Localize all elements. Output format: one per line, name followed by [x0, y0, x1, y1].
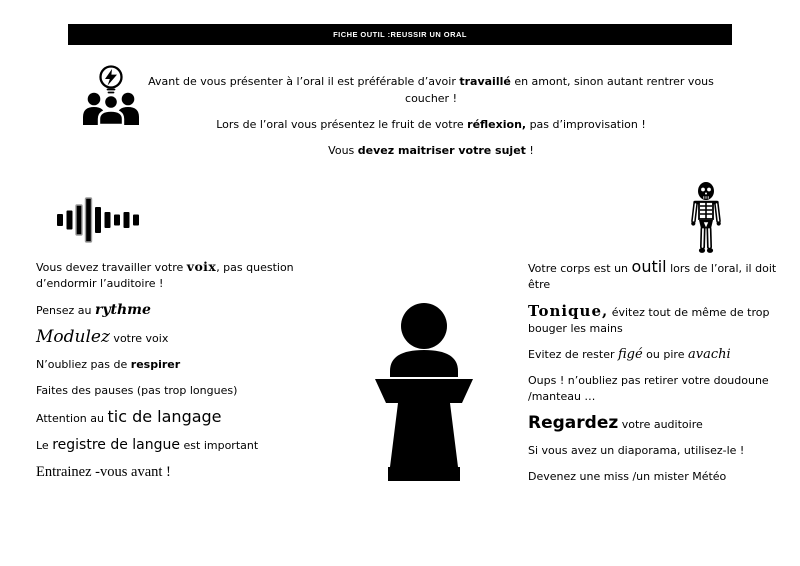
text-segment: est important — [180, 439, 259, 452]
text-segment: Si vous avez un diaporama, utilisez-le ! — [528, 444, 745, 457]
text-segment: lors de l’oral, il doit être — [528, 262, 777, 291]
text-segment: Attention au — [36, 412, 108, 425]
text-segment: Faites des pauses (pas trop longues) — [36, 384, 238, 397]
emphasis-registre-de-langue: registre de langue — [52, 437, 181, 453]
tip-body-1 — [528, 259, 796, 293]
text-segment: ou pire — [642, 348, 688, 361]
text-segment: Le — [36, 439, 53, 452]
emphasis-modulez: Modulez — [36, 327, 110, 347]
emphasis-respirer: respirer — [130, 358, 181, 371]
emphasis-voix: voix — [186, 259, 217, 274]
intro-paragraph-3 — [145, 142, 717, 159]
text-segment: Vous — [328, 144, 358, 157]
tip-body-2 — [528, 303, 796, 337]
intro-paragraph-2 — [145, 116, 717, 133]
tip-voice-2 — [36, 302, 310, 319]
emphasis-tonique: Tonique, — [528, 302, 609, 320]
emphasis-tic-de-langage: tic de langage — [107, 407, 222, 426]
emphasis-rythme: rythme — [94, 302, 151, 318]
emphasis-outil: outil — [631, 257, 667, 276]
text-segment: Pensez au — [36, 304, 95, 317]
tip-body-5 — [528, 415, 796, 433]
text-segment: pas d’improvisation ! — [526, 118, 646, 131]
text-segment: N’oubliez pas de — [36, 358, 131, 371]
skeleton-icon-svg — [682, 181, 730, 255]
sound-wave-icon — [57, 196, 141, 244]
text-segment: Vous devez travailler votre — [36, 261, 187, 274]
tip-body-4 — [528, 373, 796, 405]
intro-paragraph-1 — [145, 73, 717, 107]
text-segment: Devenez une miss /un mister Météo — [528, 470, 727, 483]
sound-wave-icon-svg — [57, 196, 141, 244]
tip-voice-7 — [36, 437, 310, 454]
tip-body-6 — [528, 443, 796, 459]
tip-voice-3 — [36, 329, 310, 347]
text-segment: votre voix — [109, 332, 169, 345]
title-banner — [68, 24, 732, 45]
text-segment: Oups ! n’oubliez pas retirer votre doudoune /manteau … — [528, 374, 769, 403]
tip-body-3 — [528, 347, 796, 363]
tip-body-7 — [528, 469, 796, 485]
tip-voice-5 — [36, 383, 310, 399]
speaker-podium-icon-svg — [374, 299, 488, 483]
voice-tips-column — [36, 259, 310, 491]
page-title: FICHE OUTIL :REUSSIR UN ORAL — [333, 30, 467, 39]
text-segment: , pas question d’endormir l’auditoire ! — [36, 261, 294, 290]
skeleton-icon — [682, 181, 730, 255]
emphasis-avachi: avachi — [687, 347, 731, 362]
tip-voice-8 — [36, 464, 310, 481]
speaker-podium-icon — [374, 299, 488, 483]
text-segment: Votre corps est un — [528, 262, 632, 275]
text-segment: ! — [525, 144, 534, 157]
emphasis-fige: figé — [618, 347, 643, 362]
text-segment: en amont, sinon autant rentrer vous coucher ! — [405, 75, 714, 105]
text-segment: Lors de l’oral vous présentez le fruit de votre — [216, 118, 468, 131]
body-tips-column — [528, 259, 796, 495]
tip-voice-1 — [36, 259, 310, 292]
brainstorm-icon-svg — [79, 62, 143, 130]
tip-voice-6 — [36, 409, 310, 427]
emphasis-maitriser-sujet: devez maitriser votre sujet — [357, 144, 526, 157]
emphasis-reflexion: réflexion, — [467, 118, 527, 131]
text-segment: votre auditoire — [618, 418, 703, 431]
text-segment: Avant de vous présenter à l’oral il est préférable d’avoir — [148, 75, 460, 88]
emphasis-entrainez-vous: Entrainez -vous avant ! — [36, 464, 171, 480]
emphasis-travaille: travaillé — [459, 75, 511, 88]
intro-block — [145, 73, 717, 159]
text-segment: évitez tout de même de trop bouger les mains — [528, 306, 770, 335]
text-segment: Evitez de rester — [528, 348, 618, 361]
emphasis-regardez: Regardez — [528, 413, 619, 433]
tip-voice-4 — [36, 357, 310, 373]
brainstorm-icon — [79, 62, 143, 130]
